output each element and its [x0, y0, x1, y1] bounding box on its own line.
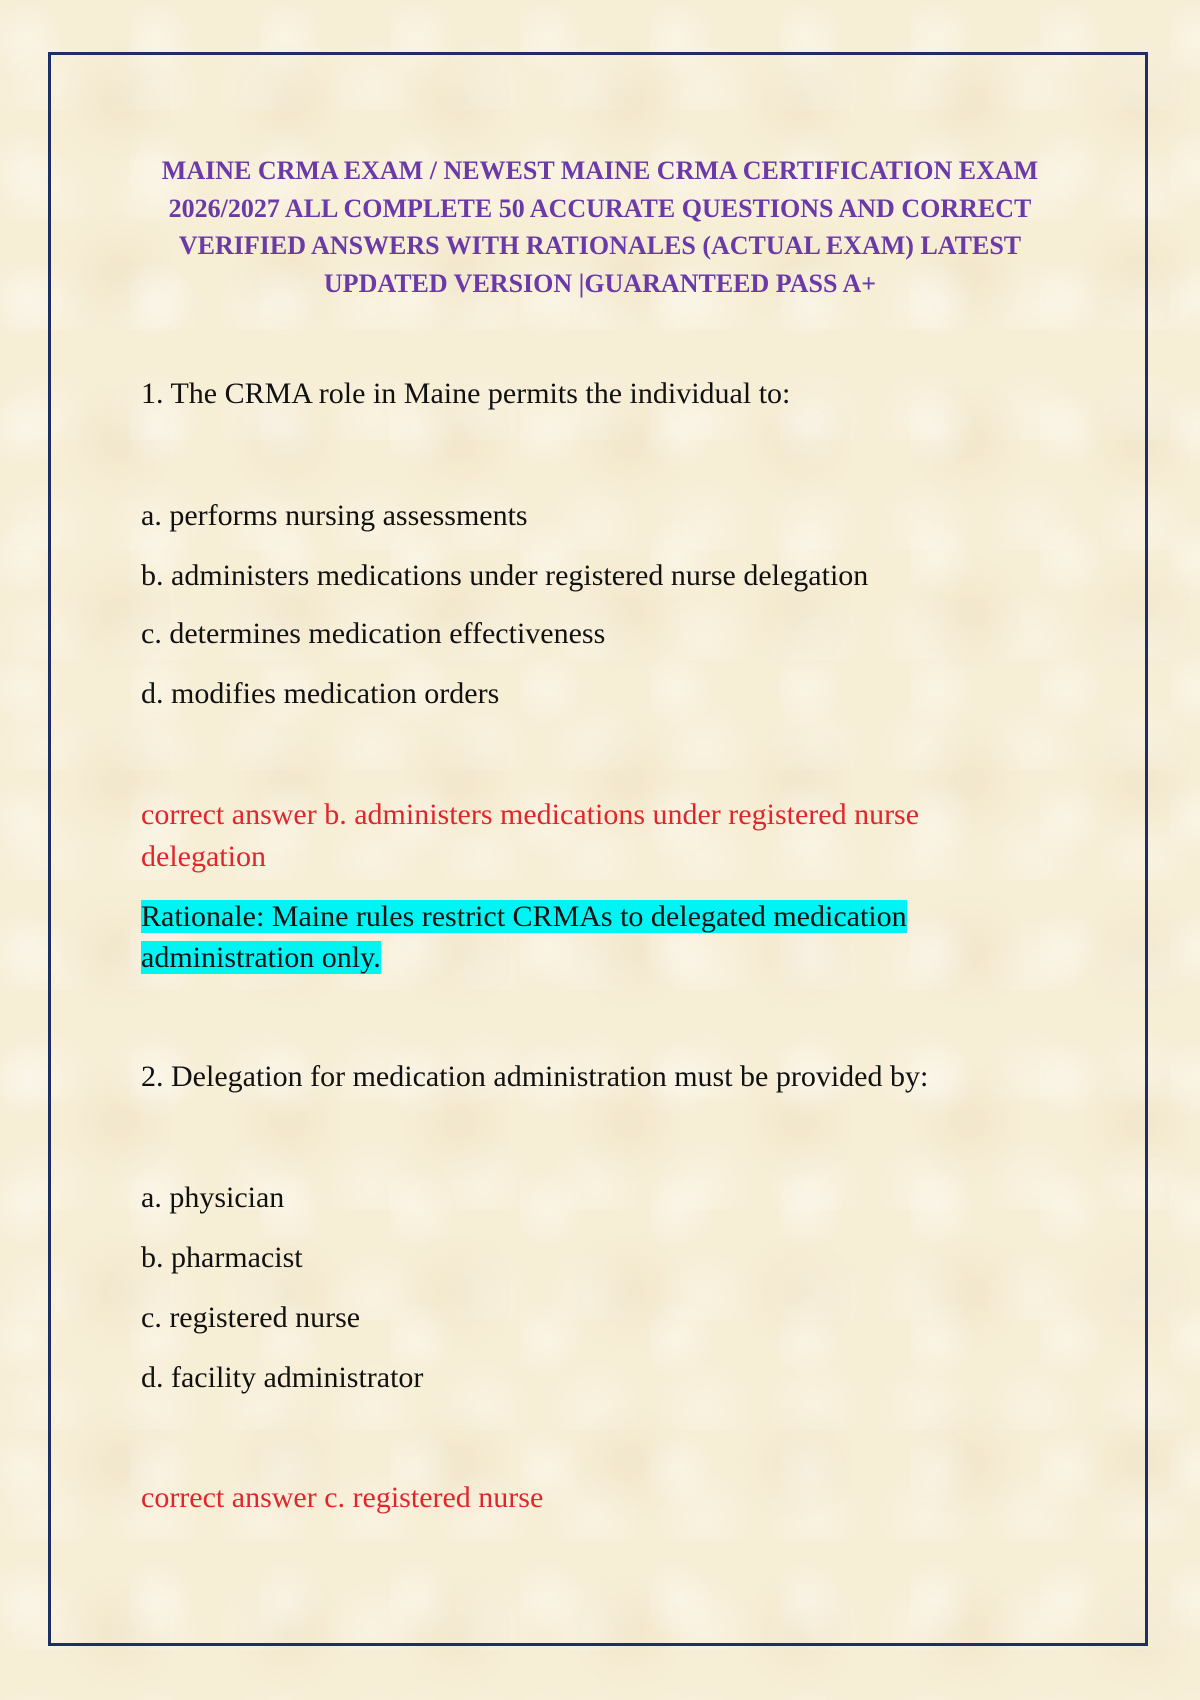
question-2-text: 2. Delegation for medication administration must be provided by: [141, 1060, 929, 1093]
question-2-correct-answer: correct answer c. registered nurse [141, 1481, 544, 1514]
question-1-option-b: b. administers medications under registered nurse delegation [141, 559, 869, 592]
question-1-option-c: c. determines medication effectiveness [141, 617, 606, 650]
question-2-option-c: c. registered nurse [141, 1301, 361, 1334]
question-1-rationale [141, 896, 971, 978]
document-title: MAINE CRMA EXAM / NEWEST MAINE CRMA CERTIFICATION EXAM 2026/2027 ALL COMPLETE 50 ACCURATE QUESTIONS AND CORRECT VERIFIED ANSWERS WITH RATIONALES (ACTUAL EXAM) LATEST UPDATED VERSION |GUARANTEED PASS A+ [161, 156, 1039, 298]
question-2-option-b: b. pharmacist [141, 1241, 303, 1274]
rationale-highlight: Rationale: Maine rules restrict CRMAs to delegated medication administration only. [141, 900, 907, 974]
question-1-text: 1. The CRMA role in Maine permits the individual to: [141, 377, 791, 410]
question-1-option-a: a. performs nursing assessments [141, 499, 528, 532]
question-1-correct-answer: correct answer b. administers medications under registered nurse delegation [141, 798, 920, 873]
question-2-option-a: a. physician [141, 1181, 285, 1214]
question-2-option-d: d. facility administrator [141, 1361, 424, 1394]
question-1-option-d: d. modifies medication orders [141, 677, 500, 710]
